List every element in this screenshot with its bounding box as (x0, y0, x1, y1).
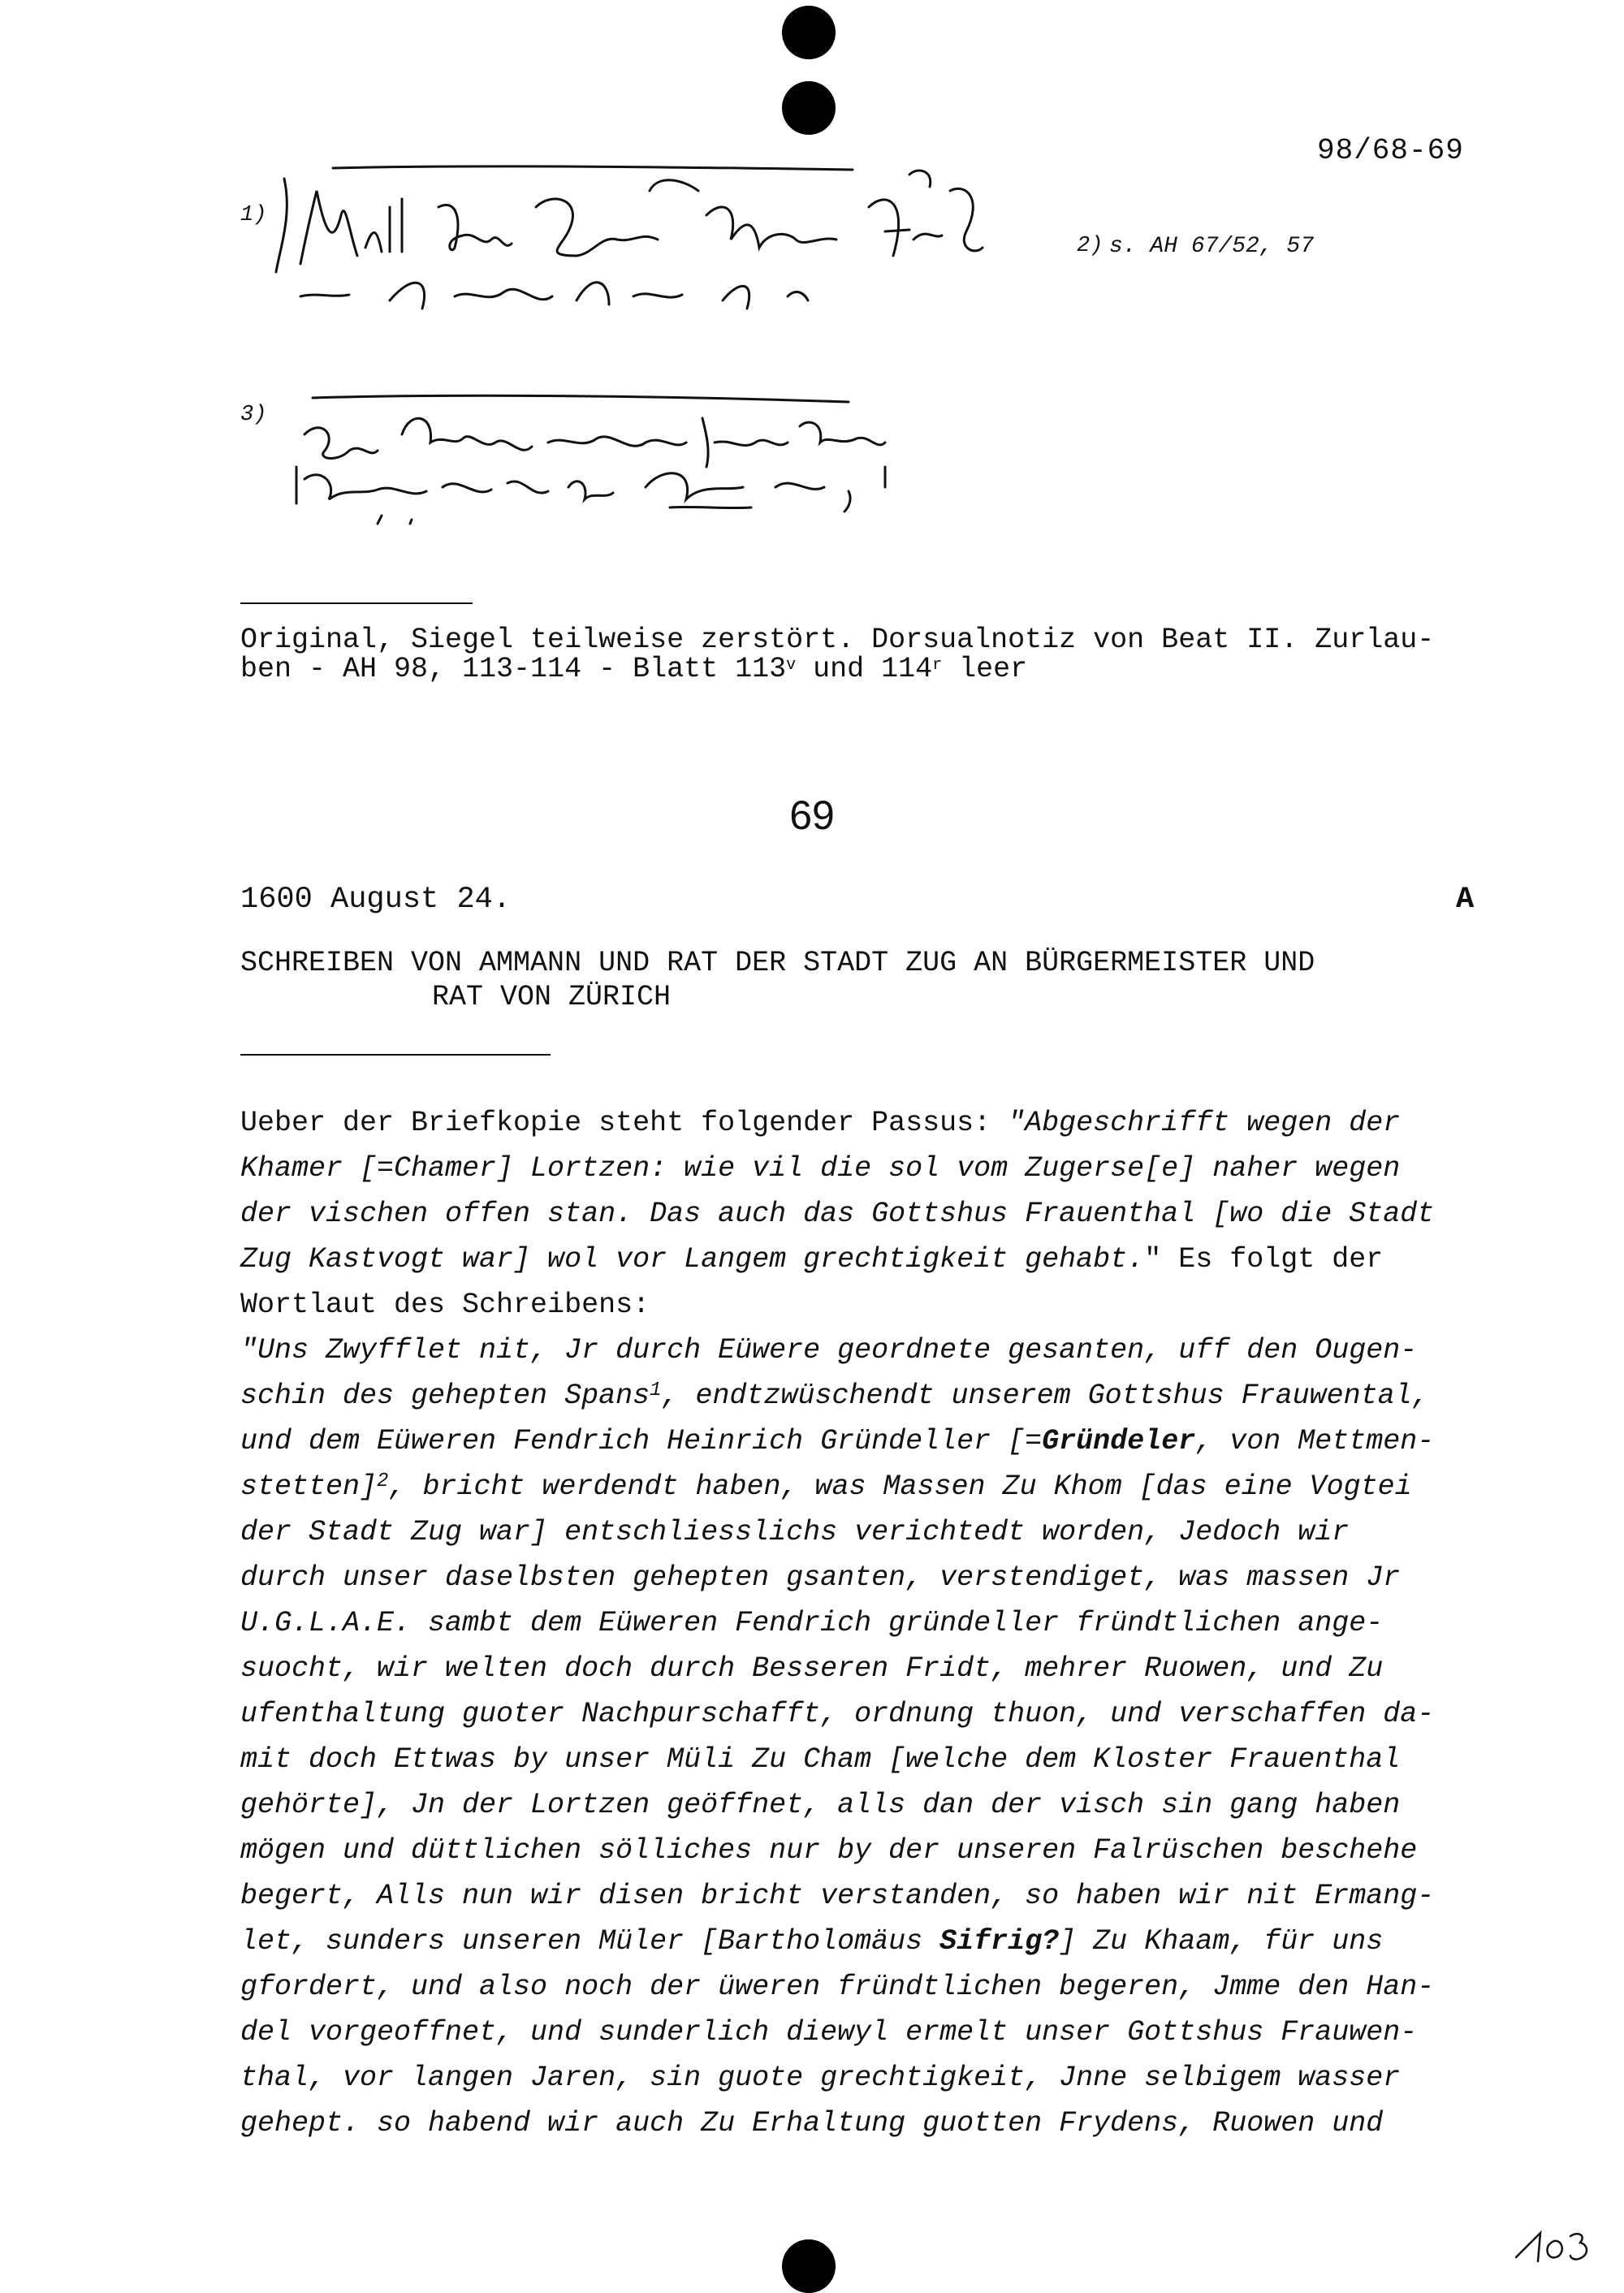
body-line-9-text: stetten] (240, 1470, 378, 1503)
body-line-19-text: let, sunders unseren Müler [Bartholomäus (240, 1925, 940, 1958)
body-line-5: Wortlaut des Schreibens: (240, 1289, 650, 1321)
document-letter-mark: A (1456, 883, 1475, 917)
body-line-16: gehörte], Jn der Lortzen geöffnet, alls dan der visch sin gang haben (240, 1789, 1401, 1821)
body-line-3: der vischen offen stan. Das auch das Gottshus Frauenthal [wo die Stadt (240, 1198, 1435, 1230)
footnote-2-text: s. AH 67/52, 57 (1109, 234, 1315, 259)
footnote-1-number: 1) (240, 203, 267, 227)
body-line-8 (240, 1419, 1483, 1464)
body-line-19-text-b: ] Zu Khaam, für uns (1059, 1925, 1384, 1958)
body-line-22: thal, vor langen Jaren, sin guote grechtigkeit, Jnne selbigem wasser (240, 2062, 1401, 2094)
body-line-11: durch unser daselbsten gehepten gsanten, verstendiget, was massen Jr (240, 1561, 1401, 1594)
source-note-line-2-text: ben - AH 98, 113-114 - Blatt 113 (240, 653, 787, 685)
body-line-18: begert, Alls nun wir disen bricht verstanden, so haben wir nit Ermang- (240, 1880, 1435, 1912)
body-line-8-text-b: , von Mettmen- (1195, 1425, 1435, 1457)
body-line-15: mit doch Ettwas by unser Müli Zu Cham [welche dem Kloster Frauenthal (240, 1743, 1401, 1776)
body-line-6: "Uns Zwyfflet nit, Jr durch Eüwere geordnete gesanten, uff den Ougen- (240, 1334, 1418, 1367)
page-reference: 98/68-69 (1317, 134, 1464, 167)
footnote-ref-1: 1 (650, 1380, 662, 1401)
body-line-23: gehept. so habend wir auch Zu Erhaltung guotten Frydens, Ruowen und (240, 2107, 1384, 2140)
body-line-8-bold: Gründeler (1042, 1425, 1196, 1457)
source-note-line-2-text-c: leer (942, 653, 1028, 685)
handwritten-footnote-1-image (268, 158, 1064, 321)
document-title-line-2: RAT VON ZÜRICH (432, 981, 672, 1013)
body-text (240, 1100, 1483, 2146)
footnote-ref-2: 2 (377, 1470, 389, 1492)
body-line-10: der Stadt Zug war] entschliesslichs verichtedt worden, Jedoch wir (240, 1516, 1350, 1548)
source-note-line-2 (240, 654, 1475, 684)
body-line-4-quote: Zug Kastvogt war] wol vor Langem grechtigkeit gehabt. (240, 1243, 1145, 1276)
body-line-9-text-b: , bricht werdendt haben, was Massen Zu Khom [das eine Vogtei (388, 1470, 1412, 1503)
body-line-9 (240, 1464, 1483, 1509)
handwritten-footnote-3-image (288, 386, 905, 536)
body-line-21: del vorgeoffnet, und sunderlich diewyl ermelt unser Gottshus Frauwen- (240, 2016, 1418, 2049)
body-line-12: U.G.L.A.E. sambt dem Eüweren Fendrich gründeller fründtlichen ange- (240, 1607, 1384, 1639)
body-line-19 (240, 1919, 1483, 1964)
source-note-line-1: Original, Siegel teilweise zerstört. Dorsualnotiz von Beat II. Zurlau- (240, 624, 1435, 656)
footnote-2-number: 2) (1077, 234, 1104, 258)
body-line-20: gfordert, und also noch der üweren fründtlichen begeren, Jmme den Han- (240, 1971, 1435, 2003)
verso-mark: v (786, 656, 797, 675)
body-line-14: ufenthaltung guoter Nachpurschafft, ordnung thuon, und verschaffen da- (240, 1698, 1435, 1730)
body-line-7-text: schin des gehepten Spans (240, 1380, 650, 1412)
body-line-7-text-b: , endtzwüschendt unserem Gottshus Frauwental, (661, 1380, 1429, 1412)
body-line-13: suocht, wir welten doch durch Besseren Fridt, mehrer Ruowen, und Zu (240, 1652, 1384, 1685)
body-line-4-rest: " Es folgt der (1144, 1243, 1384, 1276)
source-note-rule (240, 602, 473, 604)
body-line-17: mögen und düttlichen sölliches nur by der unseren Falrüschen beschehe (240, 1834, 1418, 1867)
source-note-line-2-text-b: und 114 (796, 653, 933, 685)
footnote-3-number: 3) (240, 403, 267, 427)
document-title-line-1: SCHREIBEN VON AMMANN UND RAT DER STADT ZUG AN BÜRGERMEISTER UND (240, 947, 1315, 979)
document-number: 69 (789, 792, 835, 838)
body-line-1 (240, 1100, 1483, 1146)
document-date: 1600 August 24. (240, 883, 512, 917)
punch-hole-bottom (782, 2239, 836, 2293)
source-note (240, 625, 1475, 684)
body-line-1-quote: "Abgeschrifft wegen der (1008, 1107, 1401, 1139)
body-line-4 (240, 1237, 1483, 1282)
body-line-19-bold: Sifrig? (939, 1925, 1060, 1958)
document-title (240, 946, 1315, 1014)
punch-hole-top-2 (782, 81, 836, 135)
handwritten-folio-number (1512, 2225, 1593, 2269)
body-line-1-intro: Ueber der Briefkopie steht folgender Passus: (240, 1107, 1009, 1139)
body-line-2: Khamer [=Chamer] Lortzen: wie vil die sol vom Zugerse[e] naher wegen (240, 1152, 1401, 1185)
recto-mark: r (932, 656, 943, 675)
punch-hole-top-1 (782, 6, 836, 59)
title-rule (240, 1054, 551, 1056)
body-line-7 (240, 1373, 1483, 1419)
body-line-8-text: und dem Eüweren Fendrich Heinrich Gründeller [= (240, 1425, 1043, 1457)
